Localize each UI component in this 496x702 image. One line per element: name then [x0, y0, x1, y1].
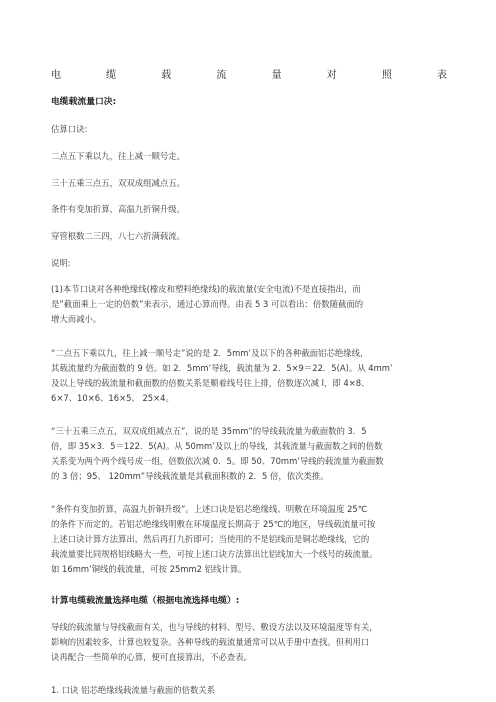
document-title [51, 66, 447, 81]
list-item: 1. 口诀 铝芯绝缘线载流量与截面的倍数关系 [51, 685, 216, 695]
title-char: 电 [51, 70, 61, 81]
title-char: 流 [216, 70, 227, 81]
rhyme-line: 穿管根数二三四，八七六折满载流。 [51, 231, 185, 241]
title-char: 量 [271, 70, 282, 81]
section-heading-cable-selection: 计算电缆载流量选择电缆（根据电流选择电缆）: [51, 596, 240, 606]
title-char: 照 [381, 70, 392, 81]
paragraph-1 [51, 282, 451, 327]
paragraph-5 [51, 620, 451, 665]
paragraph-line: 及以上导线的载流量和截面数的倍数关系是顺着线号往上排，倍数逐次减 l，即 4×8、 [51, 378, 370, 388]
paragraph-line: “条件有变加折算，高温九折铜升级”。上述口诀是铝芯绝缘线、明敷在环境温度 25℃ [51, 504, 368, 514]
title-char: 表 [436, 70, 447, 81]
paragraph-line: 影响的因素较多，计算也较复杂。各种导线的载流量通常可以从手册中查找。但利用口 [51, 637, 370, 647]
title-char: 缆 [106, 70, 117, 81]
paragraph-line: 关系变为两个两个线号成一组，倍数依次减 0．5。即 50、70mm’导线的载流量为截面数 [51, 456, 384, 466]
title-char: 对 [326, 70, 337, 81]
paragraph-line: 如 16mm’铜线的载流量，可按 25mm2 铝线计算。 [51, 564, 247, 574]
rhyme-line: 条件有变加折算，高温九折铜升级。 [51, 204, 185, 214]
paragraph-line: 导线的载流量与导线截面有关，也与导线的材料、型号、敷设方法以及环境温度等有关， [51, 622, 378, 632]
title-char: 载 [161, 70, 172, 81]
paragraph-3 [51, 424, 451, 484]
paragraph-line: 诀再配合一些简单的心算，便可直接算出，不必查表。 [51, 652, 252, 662]
paragraph-line: 的条件下而定的。若铝芯绝缘线明敷在环境温度长期高于 25℃的地区，导线载流量可按 [51, 519, 376, 529]
paragraph-4 [51, 502, 451, 577]
paragraph-line: 其载流量约为截面数的 9 倍。如 2．5mm’导线，载流量为 2．5×9＝22．5(A)。从 4mm’ [51, 363, 393, 373]
paragraph-line: “三十五乘三点五，双双成组减点五”，说的是 35mm”的导线载流量为截面数的 3．5 [51, 426, 367, 436]
paragraph-line: “二点五下乘以九，往上减一顺号走”说的是 2．5mm’及以下的各种截面铝芯绝缘线， [51, 348, 369, 358]
section-heading-ampacity-rhyme: 电缆载流量口决: [51, 97, 117, 107]
rhyme-line: 三十五乘三点五，双双成组减点五。 [51, 178, 185, 188]
paragraph-2 [51, 346, 451, 406]
rhyme-line: 二点五下乘以九，往上减一顺号走。 [51, 151, 185, 161]
paragraph-line: 倍，即 35×3．5＝122．5(A)。从 50mm’及以上的导线，其载流量与截面数之间的倍数 [51, 441, 383, 451]
paragraph-line: 增大而减小。 [51, 314, 102, 324]
paragraph-line: 是”截面乘上一定的倍数”来表示，通过心算而得。由表 5 3 可以看出：倍数随截面的 [51, 299, 364, 309]
paragraph-line: (1)本节口诀对各种绝缘线(橡皮和塑料绝缘线)的载流量(安全电流)不是直接指出，而 [51, 284, 361, 294]
paragraph-line: 6×7、10×6、16×5、 25×4。 [51, 393, 174, 403]
paragraph-line: 载流量要比同规格铝线略大一些，可按上述口诀方法算出比铝线加大一个线号的载流量。 [51, 549, 378, 559]
estimate-label: 估算口诀: [51, 124, 88, 134]
paragraph-line: 上述口诀计算方法算出，然后再打九折即可；当使用的不是铝线而是铜芯绝缘线，它的 [51, 534, 370, 544]
paragraph-line: 的 3 倍；95、 120mm”导线载流量是其截面积数的 2．5 倍，依次类推。 [51, 471, 329, 481]
note-label: 说明: [51, 258, 71, 268]
